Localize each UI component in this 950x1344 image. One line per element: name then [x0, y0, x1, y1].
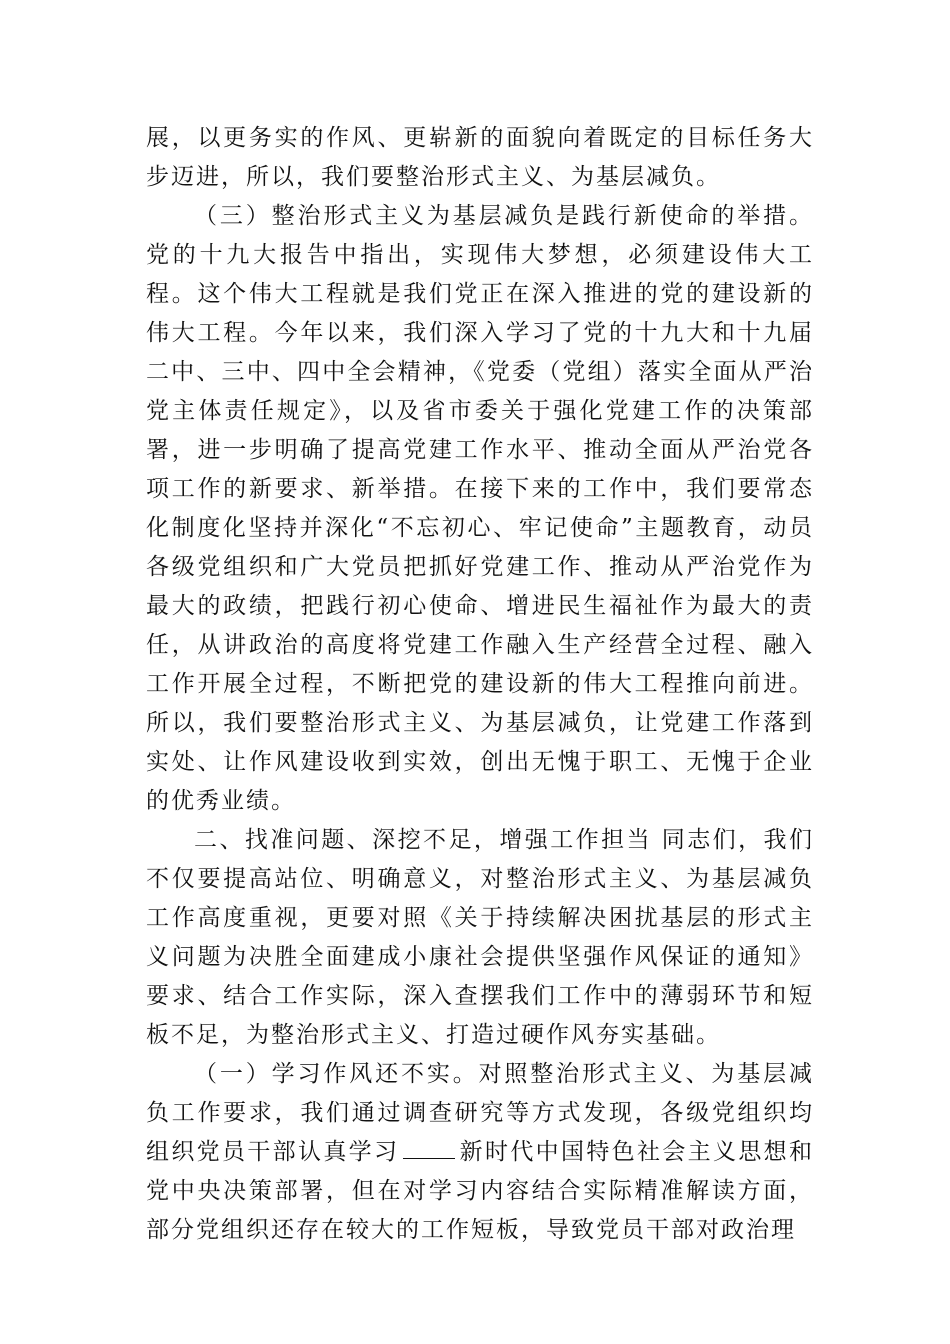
paragraph-continuation: 展，以更务实的作风、更崭新的面貌向着既定的目标任务大步迈进，所以，我们要整治形式主义、为基层减负。 [146, 125, 814, 190]
paragraph-study-style [146, 1055, 814, 1250]
document-body [146, 119, 814, 1250]
paragraph-section-three: （三）整治形式主义为基层减负是践行新使命的举措。党的十九大报告中指出，实现伟大梦想，必须建设伟大工程。这个伟大工程就是我们党正在深入推进的党的建设新的伟大工程。今年以来，我们深入学习了党的十九大和十九届二中、三中、四中全会精神，《党委（党组）落实全面从严治党主体责任规定》，以及省市委关于强化党建工作的决策部署，进一步明确了提高党建工作水平、推动全面从严治党各项工作的新要求、新举措。在接下来的工作中，我们要常态化制度化坚持并深化“不忘初心、牢记使命”主题教育，动员各级党组织和广大党员把抓好党建工作、推动从严治党作为最大的政绩，把践行初心使命、增进民生福祉作为最大的责任，从讲政治的高度将党建工作融入生产经营全过程、融入工作开展全过程，不断把党的建设新的伟大工程推向前进。所以，我们要整治形式主义、为基层减负，让党建工作落到实处、让作风建设收到实效，创出无愧于职工、无愧于企业的优秀业绩。 [146, 203, 814, 814]
fill-in-blank [403, 1140, 455, 1159]
paragraph-text-before-blank: （一）学习作风还不实。对照整治形式主义、为基层减负工作要求，我们通过调查研究等方式发现，各级党组织均组织党员干部认真学习 [146, 1061, 814, 1165]
paragraph-text-after-blank: 新时代中国特色社会主义思想和党中央决策部署，但在对学习内容结合实际精准解读方面，部分党组织还存在较大的工作短板，导致党员干部对政治理 [146, 1139, 815, 1243]
paragraph-part-two-heading: 二、找准问题、深挖不足，增强工作担当 同志们，我们不仅要提高站位、明确意义，对整治形式主义、为基层减负工作高度重视，更要对照《关于持续解决困扰基层的形式主义问题为决胜全面建成小康社会提供坚强作风保证的通知》要求、结合工作实际，深入查摆我们工作中的薄弱环节和短板不足，为整治形式主义、打造过硬作风夯实基础。 [146, 827, 814, 1048]
